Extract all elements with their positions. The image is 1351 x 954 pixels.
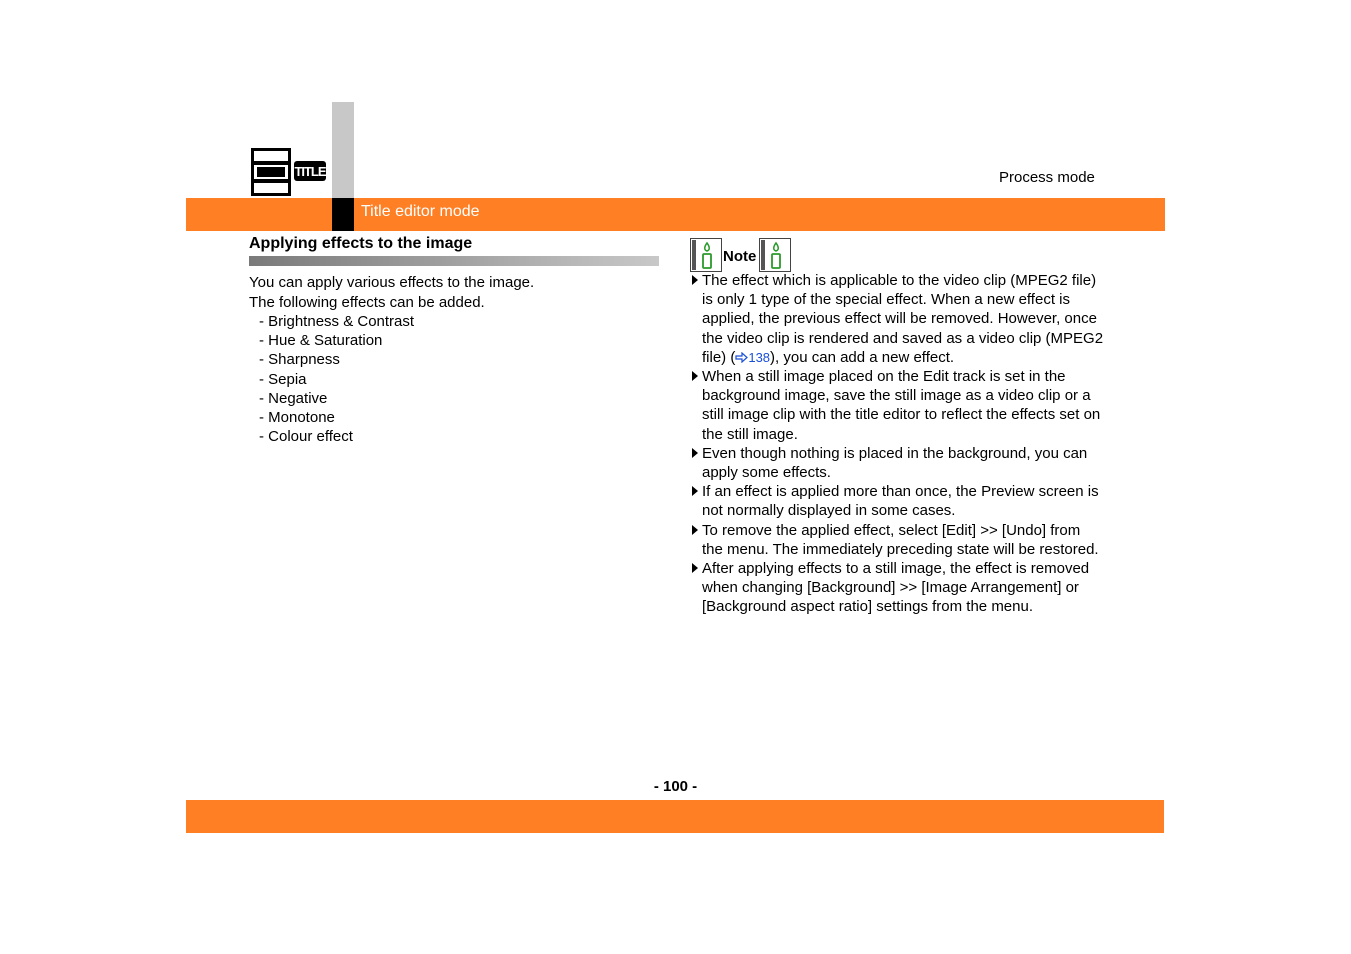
note-candle-icon: [690, 238, 722, 272]
effect-item: - Monotone: [259, 409, 335, 427]
note-candle-icon: [759, 238, 791, 272]
note-text: When a still image placed on the Edit track is set in the background image, save the still image as a video clip or a still image clip with the title editor to reflect the effects set on the still image.: [702, 368, 1101, 443]
intro-line: You can apply various effects to the image.: [249, 274, 535, 291]
note-item: [690, 521, 1105, 559]
note-item: [690, 444, 1105, 482]
process-mode-label: Process mode: [999, 169, 1095, 186]
mode-title: Title editor mode: [361, 203, 480, 220]
section-intro: [249, 273, 534, 313]
note-text: Even though nothing is placed in the background, you can apply some effects.: [702, 444, 1088, 482]
film-title-logo-icon: [250, 147, 328, 197]
intro-line: The following effects can be added.: [249, 294, 485, 311]
bullet-arrow-icon: [692, 563, 698, 573]
note-label: Note: [723, 248, 757, 265]
note-item: [690, 482, 1105, 520]
page-number: - 100 -: [653, 778, 698, 795]
note-item: [690, 559, 1105, 617]
note-text: The effect which is applicable to the video clip (MPEG2 file) is only 1 type of the special effect. When a new effect is applied, the previous effect will be removed. However, once the video clip is rendered and saved as a video clip (MPEG2 file) (: [702, 272, 1104, 366]
header-black-tab: [332, 198, 354, 231]
effect-item: - Hue & Saturation: [259, 332, 383, 350]
note-list: [690, 271, 1105, 617]
note-text: After applying effects to a still image, the effect is removed when changing [Background] >> [Image Arrangement] or [Background aspect ratio] settings from the menu.: [702, 560, 1090, 616]
bullet-arrow-icon: [692, 486, 698, 496]
note-text: To remove the applied effect, select [Edit] >> [Undo] from the menu. The immediately preceding state will be restored.: [702, 521, 1099, 558]
bullet-arrow-icon: [692, 275, 698, 285]
section-underline: [249, 256, 659, 266]
svg-text:TITLE: TITLE: [294, 164, 326, 179]
note-item: [690, 367, 1105, 444]
note-text: If an effect is applied more than once, the Preview screen is not normally displayed in some cases.: [702, 483, 1099, 520]
effect-item: - Sharpness: [259, 351, 340, 369]
effects-list: [259, 312, 414, 446]
page-reference-link[interactable]: [735, 350, 770, 365]
section-title: Applying effects to the image: [249, 235, 473, 252]
effect-item: - Colour effect: [259, 428, 353, 446]
arrow-link-icon: [735, 352, 748, 363]
bullet-arrow-icon: [692, 371, 698, 381]
header-gray-tab: [332, 102, 354, 198]
bullet-arrow-icon: [692, 525, 698, 535]
effect-item: - Negative: [259, 389, 328, 407]
note-item: [690, 271, 1105, 367]
effect-item: - Brightness & Contrast: [259, 313, 415, 330]
note-text: ), you can add a new effect.: [770, 348, 955, 366]
page-reference-number: 138: [748, 349, 771, 365]
footer-orange-band: [186, 800, 1164, 833]
bullet-arrow-icon: [692, 448, 698, 458]
effect-item: - Sepia: [259, 370, 307, 388]
